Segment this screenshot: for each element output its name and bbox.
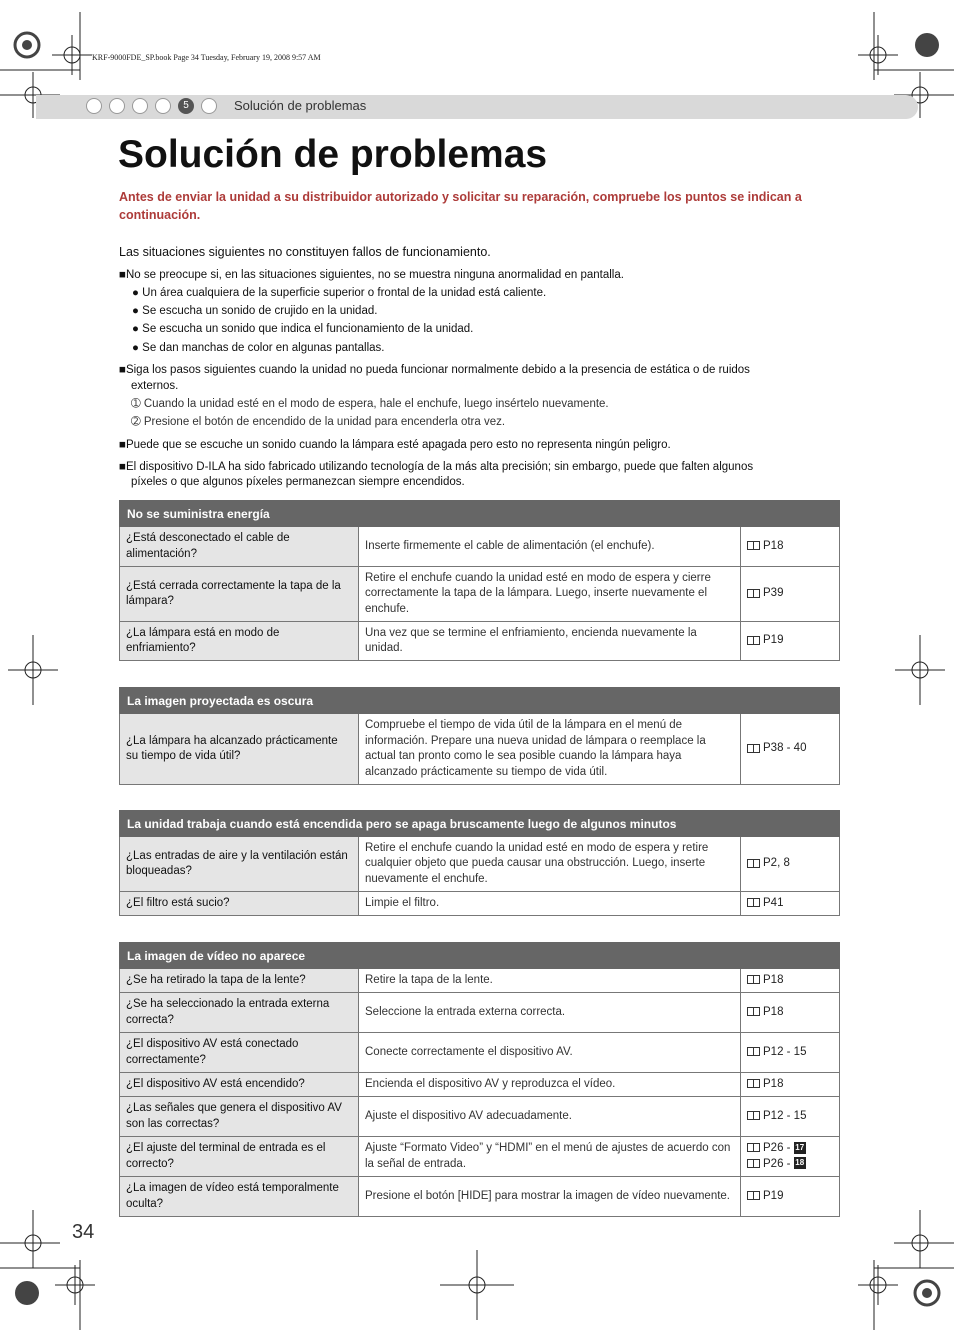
table-row: ¿El dispositivo AV está conectado correctamente? Conecte correctamente el dispositivo AV. P12 - 15 (120, 1033, 840, 1073)
book-icon (747, 744, 760, 753)
note-1-item: ● Se dan manchas de color en algunas pantallas. (132, 342, 385, 354)
chapter-dot (86, 98, 102, 114)
book-icon (747, 589, 760, 598)
book-icon (747, 636, 760, 645)
book-icon (747, 975, 760, 984)
note-1: ■No se preocupe si, en las situaciones siguientes, no se muestra ninguna anormalidad en pantalla. (119, 269, 624, 281)
table-row: ¿Se ha retirado la tapa de la lente? Retire la tapa de la lente. P18 (120, 969, 840, 993)
note-4: ■El dispositivo D-ILA ha sido fabricado utilizando tecnología de la más alta precisión; sin embargo, puede que falten algunos (119, 461, 754, 473)
book-icon (747, 1159, 760, 1168)
chapter-dot-active: 5 (178, 98, 194, 114)
trouble-table-no-video (119, 942, 840, 1217)
note-2-cont: externos. (131, 380, 179, 392)
table-title: La unidad trabaja cuando está encendida pero se apaga bruscamente luego de algunos minutos (120, 811, 840, 837)
trouble-table-power (119, 500, 840, 661)
note-2-step: ➁ Presione el botón de encendido de la unidad para encenderla otra vez. (131, 416, 506, 428)
note-2: ■Siga los pasos siguientes cuando la unidad no pueda funcionar normalmente debido a la presencia de estática o de ruidos (119, 364, 750, 376)
note-4-cont: píxeles o que algunos píxeles permanezcan siempre encendidos. (131, 476, 465, 488)
note-1-text: No se preocupe si, en las situaciones siguientes, no se muestra ninguna anormalidad en pantalla. (125, 269, 624, 281)
table-row: ¿La imagen de vídeo está temporalmente oculta? Presione el botón [HIDE] para mostrar la imagen de vídeo nuevamente. P19 (120, 1177, 840, 1217)
print-info: KRF-9000FDE_SP.book Page 34 Tuesday, February 19, 2008 9:57 AM (92, 53, 321, 62)
trouble-table-shutdown (119, 810, 840, 916)
trouble-table-dark-image (119, 687, 840, 785)
note-2-step: ➀ Cuando la unidad esté en el modo de espera, hale el enchufe, luego insértelo nuevamente. (131, 398, 609, 410)
note-1-item: ● Se escucha un sonido de crujido en la unidad. (132, 305, 378, 317)
book-icon (747, 1143, 760, 1152)
page-number: 34 (72, 1221, 95, 1243)
table-row: ¿Está desconectado el cable de alimentación? Inserte firmemente el cable de alimentación (el enchufe). P18 (120, 527, 840, 567)
chapter-dot (109, 98, 125, 114)
table-row: ¿Está cerrada correctamente la tapa de la lámpara? Retire el enchufe cuando la unidad esté en modo de espera y cierre correctamente la tapa de la lámpara. Luego, inserte nuevamente el enchufe. P39 (120, 567, 840, 622)
ref-badge: 18 (795, 1158, 805, 1168)
table-row: ¿La lámpara ha alcanzado prácticamente su tiempo de vida útil? Compruebe el tiempo de vida útil de la lámpara en el menú de información. Prepare una nueva unidad de lámpara o reemplace la actual tan pronto como le sea posible cuando la lámpara haya alcanzado prácticamente su tiempo de vida útil. P38 - 40 (120, 714, 840, 785)
book-icon (747, 898, 760, 907)
table-row: ¿La lámpara está en modo de enfriamiento? Una vez que se termine el enfriamiento, encienda nuevamente la unidad. P19 (120, 622, 840, 661)
table-row: ¿El filtro está sucio? Limpie el filtro. P41 (120, 892, 840, 916)
table-title: La imagen de vídeo no aparece (120, 943, 840, 969)
chapter-indicator (86, 98, 217, 116)
page-title: Solución de problemas (118, 133, 548, 176)
table-row: ¿Las entradas de aire y la ventilación están bloqueadas? Retire el enchufe cuando la unidad esté en modo de espera y retire cualquier objeto que pueda causar una obstrucción. Luego, inserte nuevamente el enchufe. P2, 8 (120, 837, 840, 892)
chapter-dot (132, 98, 148, 114)
table-row: ¿Las señales que genera el dispositivo AV son las correctas? Ajuste el dispositivo AV adecuadamente. P12 - 15 (120, 1097, 840, 1137)
chapter-dot (201, 98, 217, 114)
book-icon (747, 859, 760, 868)
book-icon (747, 1079, 760, 1088)
book-icon (747, 1007, 760, 1016)
header-section: Solución de problemas (234, 98, 367, 113)
note-1-item: ● Un área cualquiera de la superficie superior o frontal de la unidad está caliente. (132, 287, 547, 299)
chapter-dot (155, 98, 171, 114)
table-title: La imagen proyectada es oscura (120, 688, 840, 714)
table-row: ¿Se ha seleccionado la entrada externa correcta? Seleccione la entrada externa correcta. P18 (120, 993, 840, 1033)
book-icon (747, 541, 760, 550)
book-icon (747, 1111, 760, 1120)
lead-text: Las situaciones siguientes no constituyen fallos de funcionamiento. (119, 245, 491, 259)
book-icon (747, 1047, 760, 1056)
ref-badge: 17 (795, 1142, 805, 1152)
book-icon (747, 1191, 760, 1200)
table-row: ¿El dispositivo AV está encendido? Encienda el dispositivo AV y reproduzca el vídeo. P18 (120, 1073, 840, 1097)
note-1-item: ● Se escucha un sonido que indica el funcionamiento de la unidad. (132, 323, 474, 335)
table-row: ¿El ajuste del terminal de entrada es el correcto? Ajuste “Formato Video” y “HDMI” en el menú de ajustes de acuerdo con la señal de entrada. P26 - 17 P26 - 18 (120, 1137, 840, 1177)
note-3: ■Puede que se escuche un sonido cuando la lámpara esté apagada pero esto no representa ningún peligro. (119, 439, 671, 451)
table-title: No se suministra energía (120, 501, 840, 527)
intro-text: Antes de enviar la unidad a su distribuidor autorizado y solicitar su reparación, compruebe los puntos se indican a continuación. (119, 190, 802, 222)
